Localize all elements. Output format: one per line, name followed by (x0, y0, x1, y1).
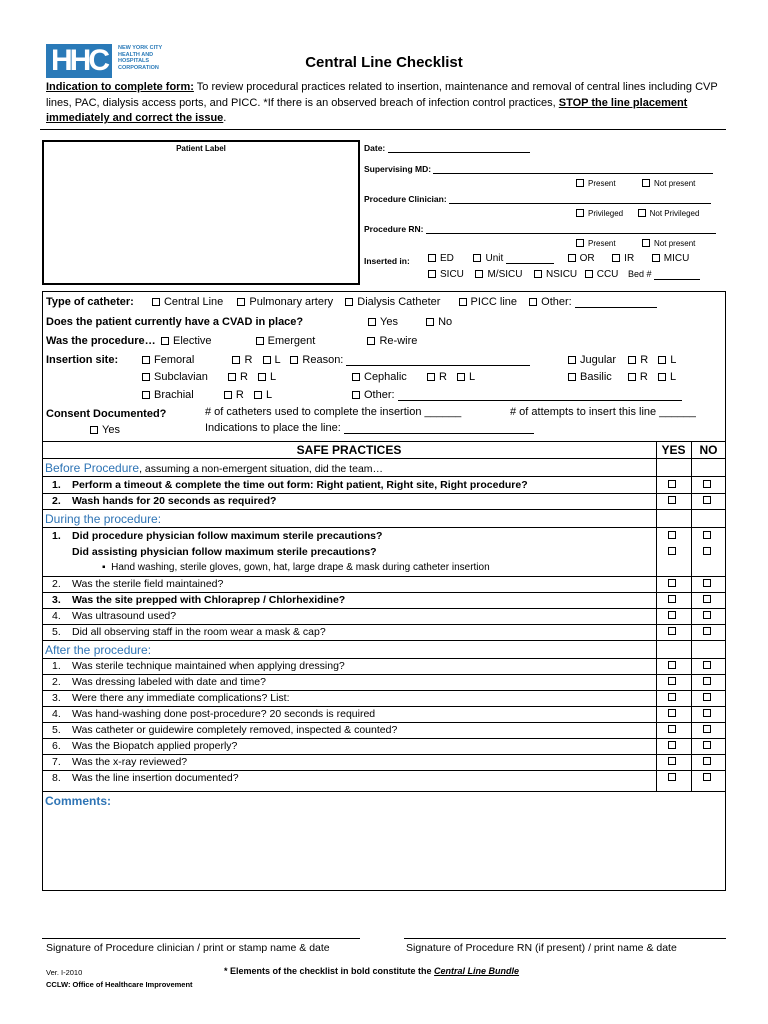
site-other[interactable]: Other: (352, 389, 682, 401)
site-cephalic[interactable]: Cephalic R L (352, 371, 475, 383)
intro-lead: Indication to complete form: (46, 81, 194, 93)
page-title: Central Line Checklist (305, 54, 463, 71)
row-rule (42, 608, 726, 609)
checkbox-yes[interactable] (668, 773, 676, 781)
row-rule (42, 754, 726, 755)
during-item-1a: 1. Did procedure physician follow maximum sterile precautions? (52, 530, 383, 542)
no-header: NO (699, 443, 718, 457)
office-name: CCLW: Office of Healthcare Improvement (46, 980, 193, 989)
comments-label: Comments: (45, 794, 112, 808)
after-section-title: After the procedure: (45, 643, 152, 657)
site-subclavian[interactable]: Subclavian R L (142, 371, 276, 383)
checkbox-no[interactable] (703, 661, 711, 669)
clinician-signature-caption: Signature of Procedure clinician / print or stamp name & date (46, 942, 330, 954)
num-catheters-field[interactable]: # of catheters used to complete the insertion ______ (205, 406, 462, 418)
checkbox-no[interactable] (703, 741, 711, 749)
logo-org-name: NEW YORK CITY HEALTH AND HOSPITALS CORPORATION (118, 45, 163, 71)
row-rule (42, 674, 726, 675)
divider (40, 129, 726, 130)
bundle-note: * Elements of the checklist in bold constitute the Central Line Bundle (224, 966, 520, 976)
row-rule (42, 592, 726, 593)
row-rule (42, 791, 726, 792)
checkbox-no[interactable] (703, 496, 711, 504)
during-item-4: 4. Was ultrasound used? (52, 610, 177, 622)
during-section-title: During the procedure: (45, 512, 162, 526)
consent-yes[interactable]: Yes (90, 424, 120, 436)
before-item-1: 1. Perform a timeout & complete the time out form: Right patient, Right site, Right procedure? (52, 479, 528, 491)
procedure-rn-field[interactable]: Procedure RN: (364, 224, 716, 234)
yes-header: YES (661, 443, 686, 457)
checkbox-yes[interactable] (668, 480, 676, 488)
checkbox-no[interactable] (703, 627, 711, 635)
checkbox-yes[interactable] (668, 757, 676, 765)
checkbox-no[interactable] (703, 480, 711, 488)
row-rule (42, 658, 726, 659)
during-item-5: 5. Did all observing staff in the room wear a mask & cap? (52, 626, 326, 638)
catheter-type-row[interactable]: Type of catheter: Central Line Pulmonary artery Dialysis Catheter PICC line Other: (46, 296, 657, 308)
checkbox-no[interactable] (703, 757, 711, 765)
intro-stop: STOP the line placement immediately and correct the issue (46, 96, 688, 124)
checkbox-no[interactable] (703, 677, 711, 685)
bundle-link[interactable]: Central Line Bundle (434, 966, 520, 976)
during-item-3: 3. Was the site prepped with Chloraprep / Chlorhexidine? (52, 594, 346, 606)
rn-presence-options[interactable]: Present Not present (576, 239, 695, 248)
consent-label: Consent Documented? (46, 408, 167, 420)
patient-label-title: Patient Label (176, 144, 226, 153)
row-rule (42, 738, 726, 739)
safe-practices-header: SAFE PRACTICES (296, 443, 402, 457)
inserted-in-label: Inserted in: (364, 256, 410, 266)
after-item-5: 5. Was catheter or guidewire completely removed, inspected & counted? (52, 724, 398, 736)
procedure-clinician-field[interactable]: Procedure Clinician: (364, 194, 711, 204)
row-rule (42, 690, 726, 691)
before-item-2: 2. Wash hands for 20 seconds as required? (52, 495, 277, 507)
num-attempts-field[interactable]: # of attempts to insert this line ______ (510, 406, 696, 418)
row-rule (42, 509, 726, 510)
after-item-2: 2. Was dressing labeled with date and time? (52, 676, 266, 688)
checkbox-no[interactable] (703, 547, 711, 555)
during-bullet: ▪ Hand washing, sterile gloves, gown, hat, large drape & mask during catheter insertion (102, 562, 490, 573)
checkbox-no[interactable] (703, 725, 711, 733)
comments-area[interactable] (44, 810, 724, 888)
checkbox-no[interactable] (703, 595, 711, 603)
location-row-1[interactable]: ED Unit OR IR MICU (428, 253, 689, 264)
site-femoral[interactable]: Femoral R L Reason: (142, 354, 530, 366)
checkbox-yes[interactable] (668, 741, 676, 749)
row-rule (42, 458, 726, 459)
checkbox-no[interactable] (703, 531, 711, 539)
row-rule (42, 706, 726, 707)
intro-text: To review procedural practices related to insertion, maintenance and removal of central lines including CVP lines, PAC, dialysis access ports, and PICC. *If there is an observed breach of infection control practices, (46, 81, 718, 109)
row-rule (42, 476, 726, 477)
during-item-2: 2. Was the sterile field maintained? (52, 578, 224, 590)
after-item-3: 3. Were there any immediate complications? List: (52, 692, 290, 704)
clinician-privilege-options[interactable]: Privileged Not Privileged (576, 209, 699, 218)
after-item-4: 4. Was hand-washing done post-procedure? 20 seconds is required (52, 708, 376, 720)
row-rule (42, 770, 726, 771)
after-item-6: 6. Was the Biopatch applied properly? (52, 740, 238, 752)
checkbox-no[interactable] (703, 773, 711, 781)
checkbox-yes[interactable] (668, 627, 676, 635)
row-rule (42, 576, 726, 577)
checkbox-yes[interactable] (668, 661, 676, 669)
version: Ver. I-2010 (46, 968, 83, 977)
row-rule (42, 624, 726, 625)
checkbox-yes[interactable] (668, 579, 676, 587)
cvad-options[interactable]: Yes No (368, 316, 452, 328)
after-item-1: 1. Was sterile technique maintained when applying dressing? (52, 660, 345, 672)
insertion-site-label: Insertion site: (46, 354, 119, 366)
procedure-type-options[interactable]: Elective Emergent Re-wire (161, 335, 417, 347)
row-rule (42, 640, 726, 641)
row-rule (42, 527, 726, 528)
checkbox-yes[interactable] (668, 725, 676, 733)
checkbox-yes[interactable] (668, 693, 676, 701)
checkbox-yes[interactable] (668, 547, 676, 555)
cvad-question: Does the patient currently have a CVAD in place? (46, 316, 304, 328)
indications-field[interactable]: Indications to place the line: (205, 422, 534, 434)
rn-signature-caption: Signature of Procedure RN (if present) / print name & date (406, 942, 677, 954)
checkbox-yes[interactable] (668, 496, 676, 504)
patient-label-box[interactable] (42, 140, 360, 285)
checkbox-no[interactable] (703, 579, 711, 587)
after-item-8: 8. Was the line insertion documented? (52, 772, 239, 784)
site-jugular[interactable]: Jugular R L (568, 354, 676, 366)
checkbox-yes[interactable] (668, 709, 676, 717)
checkbox-no[interactable] (703, 693, 711, 701)
clinician-signature-line[interactable] (42, 938, 360, 939)
supervising-md-field[interactable]: Supervising MD: (364, 164, 713, 174)
after-item-7: 7. Was the x-ray reviewed? (52, 756, 188, 768)
site-basilic[interactable]: Basilic R L (568, 371, 676, 383)
checkbox-no[interactable] (703, 611, 711, 619)
site-brachial[interactable]: Brachial R L (142, 389, 272, 401)
checkbox-yes[interactable] (668, 677, 676, 685)
md-presence-options[interactable]: Present Not present (576, 179, 695, 188)
location-row-2[interactable]: SICU M/SICU NSICU CCU Bed # (428, 269, 700, 280)
procedure-type-label: Was the procedure… (46, 335, 156, 347)
logo-mark: HHC (46, 44, 112, 78)
row-rule (42, 493, 726, 494)
row-rule (42, 722, 726, 723)
rn-signature-line[interactable] (404, 938, 726, 939)
table-top-rule (42, 441, 726, 442)
date-field[interactable]: Date: (364, 143, 530, 153)
before-section-title: Before Procedure, assuming a non-emergent situation, did the team… (45, 461, 384, 475)
checkbox-yes[interactable] (668, 611, 676, 619)
during-item-1b: Did assisting physician follow maximum sterile precautions? (72, 546, 377, 558)
checkbox-no[interactable] (703, 709, 711, 717)
checkbox-yes[interactable] (668, 595, 676, 603)
intro-paragraph: Indication to complete form: To review procedural practices related to insertion, maintenance and removal of central lines including CVP lines, PAC, dialysis access ports, and PICC. *If there is an observed breach of infection control practices, STOP the line placement immediately and correct the issue. (46, 81, 718, 124)
checkbox-yes[interactable] (668, 531, 676, 539)
